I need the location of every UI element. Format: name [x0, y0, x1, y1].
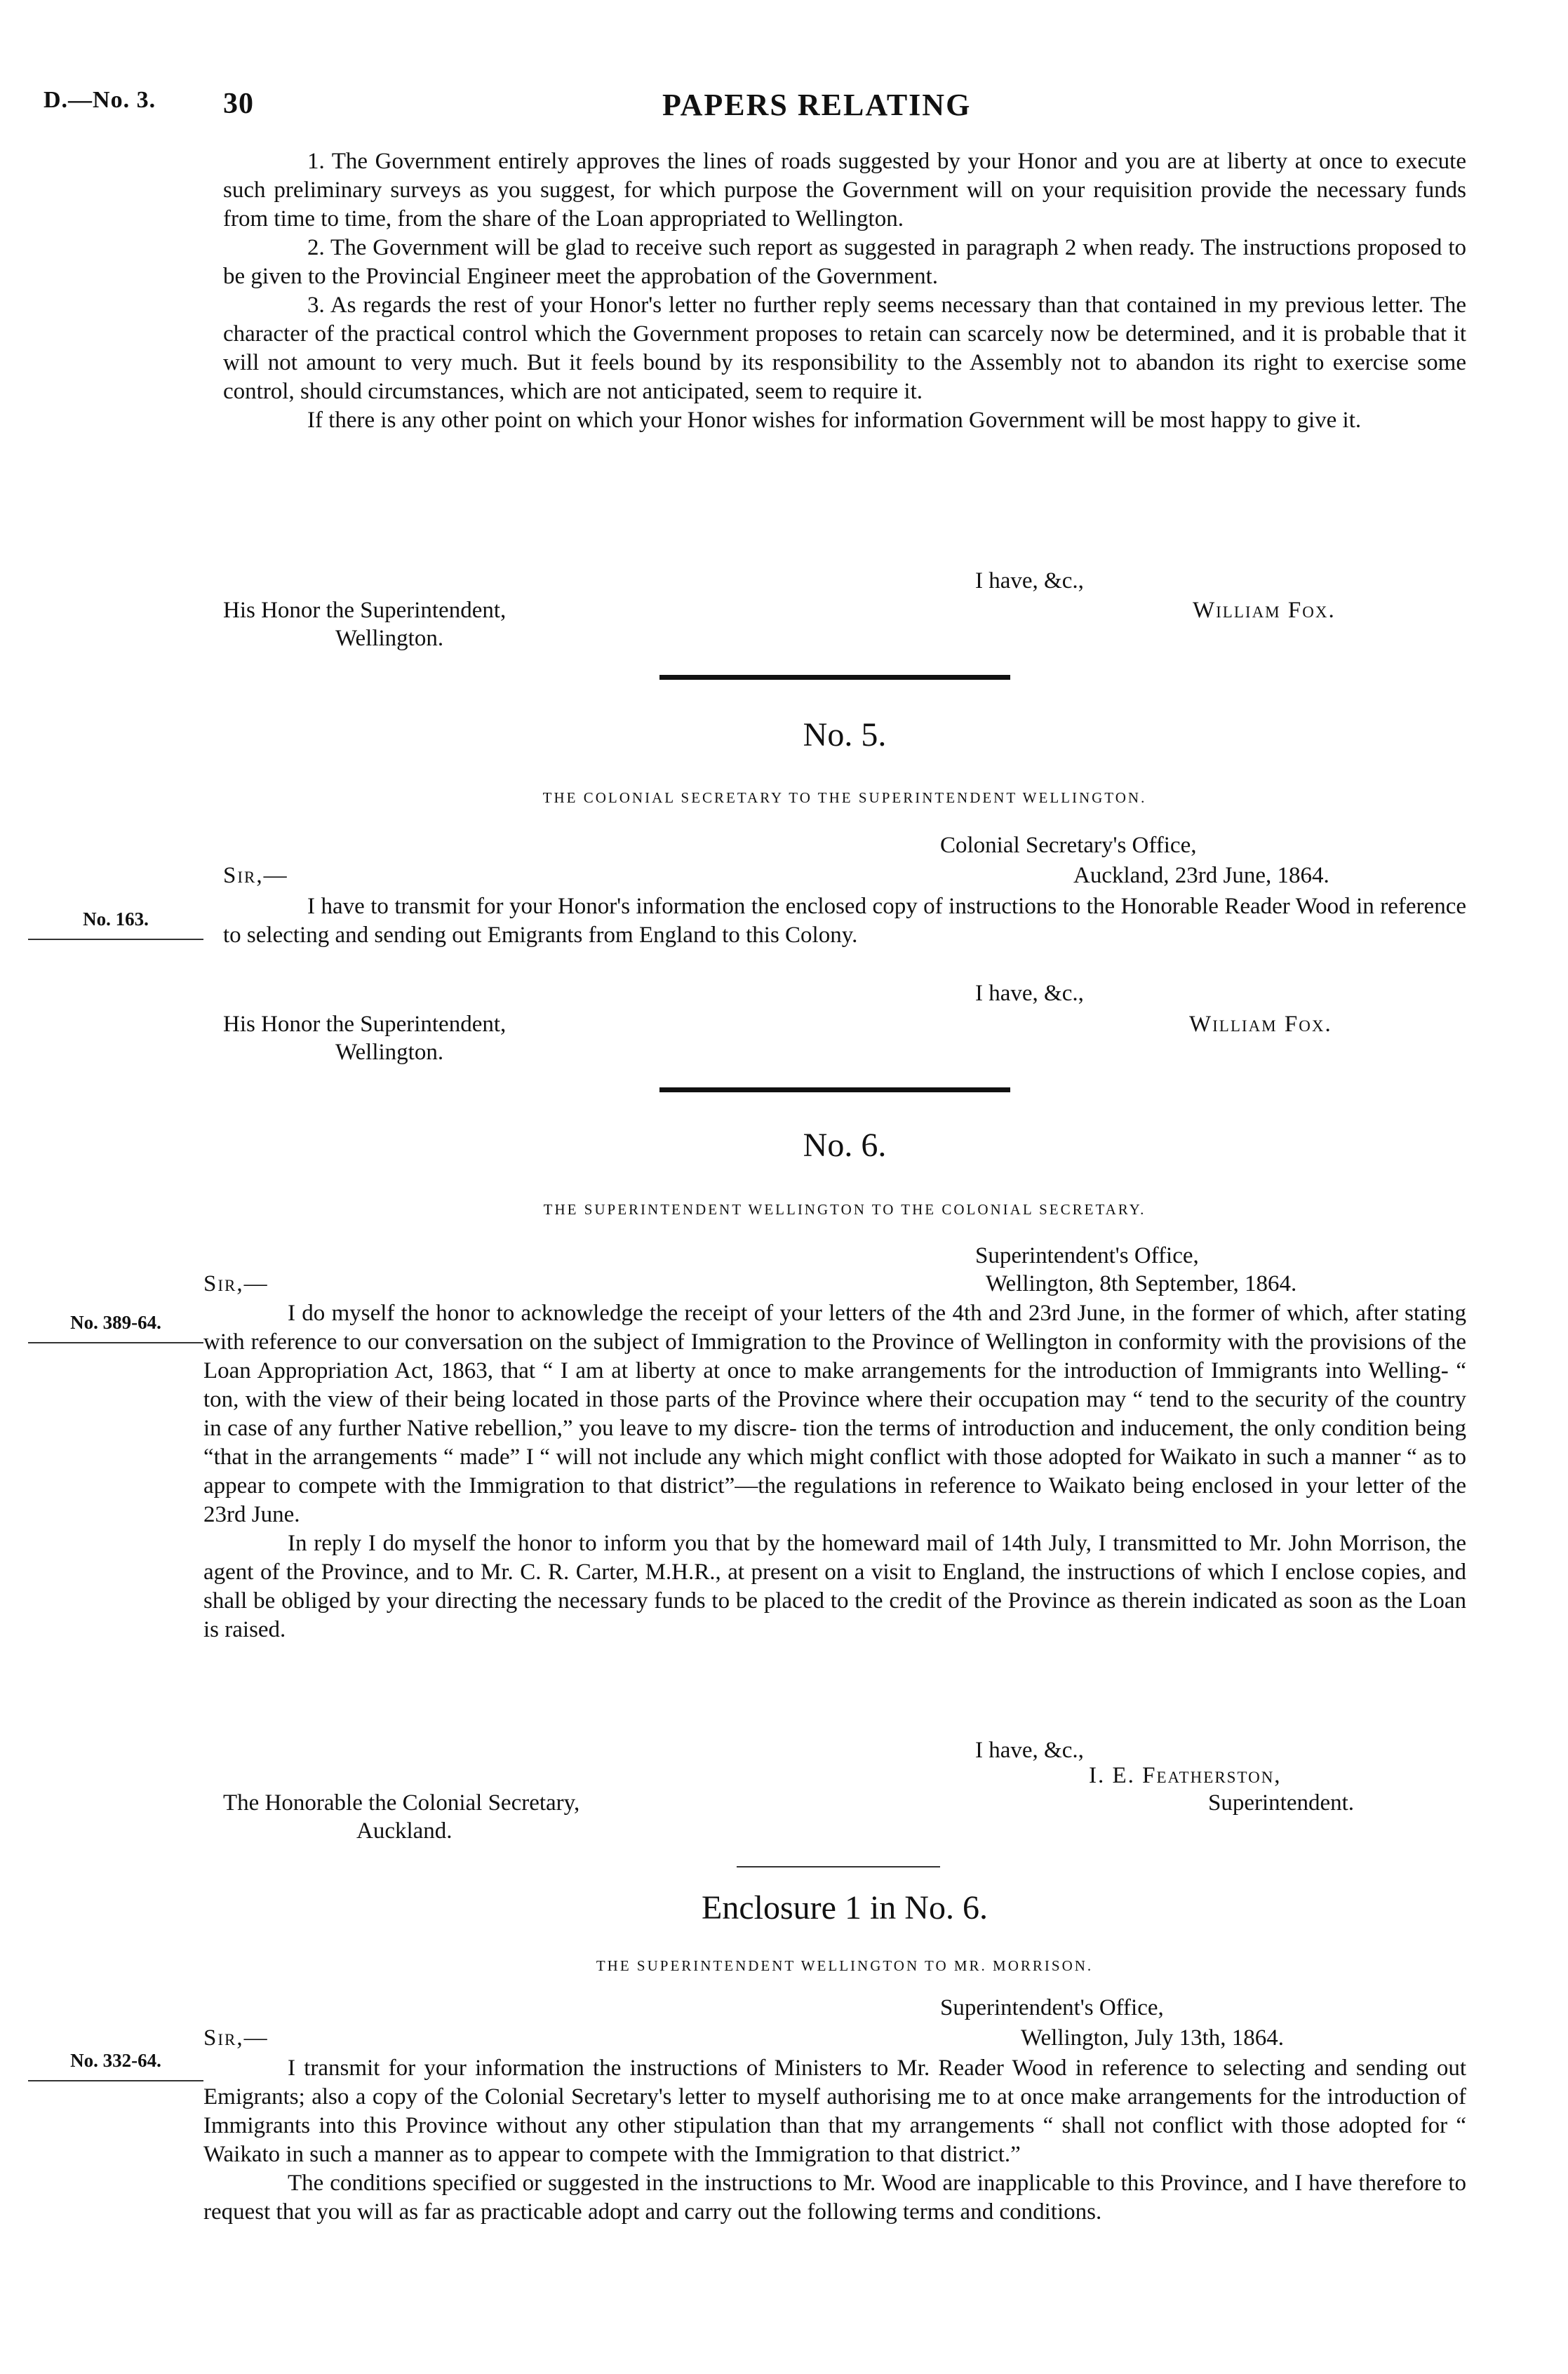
margin-rule — [28, 1342, 203, 1343]
section-divider — [659, 1087, 1010, 1092]
addressee: His Honor the Superintendent, — [223, 598, 507, 623]
letter-body — [203, 1299, 1466, 1644]
section-divider — [737, 1866, 940, 1867]
section-divider — [659, 675, 1010, 680]
margin-reference — [28, 1312, 203, 1343]
section-heading: No. 5. — [803, 716, 887, 753]
letter-date: Auckland, 23rd June, 1864. — [1073, 863, 1329, 888]
addressee-place: Wellington. — [335, 1040, 444, 1065]
paragraph: 3. As regards the rest of your Honor's letter no further reply seems necessary than that contained in my previous letter. The character of the practical control which the Government proposes to retain can scarcely now be determined, and it is probable that it will not amount to very much. But it feels bound by its responsibility to the Assembly not to abandon its right to exercise some control, should circumstances, which are not anticipated, seem to require it. — [223, 293, 1466, 404]
document-reference: D.—No. 3. — [43, 87, 156, 113]
closing: I have, &c., — [975, 568, 1084, 594]
sender-office: Colonial Secretary's Office, — [940, 833, 1197, 858]
sender-office: Superintendent's Office, — [940, 1995, 1164, 2020]
addressee: His Honor the Superintendent, — [223, 1012, 507, 1037]
salutation: Sir,— — [223, 863, 288, 888]
paragraph: 1. The Government entirely approves the lines of roads suggested by your Honor and you are at liberty at once to execute such preliminary surveys as you suggest, for which purpose the Government will on your requisition provide the necessary funds from time to time, from the share of the Loan appropriated to Wellington. — [223, 149, 1466, 232]
letter-date: Wellington, 8th September, 1864. — [986, 1271, 1297, 1296]
signature: William Fox. — [1189, 1012, 1332, 1037]
page-title: PAPERS RELATING — [662, 88, 972, 122]
margin-reference-text: No. 332-64. — [70, 2050, 161, 2071]
paragraph: 2. The Government will be glad to receive such report as suggested in paragraph 2 when ready. The instructions proposed to be given to the Provincial Engineer meet the approbation of the Government. — [223, 235, 1466, 289]
signature: I. E. Featherston, — [1089, 1763, 1282, 1788]
margin-reference — [28, 908, 203, 940]
addressee-place: Auckland. — [356, 1818, 453, 1844]
section-heading: No. 6. — [803, 1127, 887, 1164]
addressee-place: Wellington. — [335, 626, 444, 651]
section-subheading: THE COLONIAL SECRETARY TO THE SUPERINTENDENT WELLINGTON. — [542, 789, 1147, 806]
signature: William Fox. — [1193, 598, 1336, 623]
closing: I have, &c., — [975, 1738, 1084, 1763]
margin-rule — [28, 2080, 203, 2081]
paragraph: I do myself the honor to acknowledge the receipt of your letters of the 4th and 23rd June, in the former of which, after stating with reference to our conversation on the subject of Immigration to the Province of Wellington in conformity with the provisions of the Loan Appropriation Act, 1863, that “ I am at liberty at once to make arrangements for the introduction of Immigrants into Welling- “ ton, with the view of their being located in those parts of the Province where their occupation may “ tend to the security of the country in case of any further Native rebellion,” you leave to my discre- tion the terms of introduction and inducement, the only condition being “that in the arrangements “ made” I “ will not include any which might conflict with those adopted for Waikato in such a manner “ as to appear to compete with the Immigration to that district”—the regulations in reference to Waikato being enclosed in your letter of the 23rd June. — [203, 1301, 1466, 1527]
paragraph: I transmit for your information the instructions of Ministers to Mr. Reader Wood in reference to selecting and sending out Emigrants; also a copy of the Colonial Secretary's letter to myself authorising me to at once make arrangements for the introduction of Immigrants into this Province without any other stipulation than that my arrangements “ shall not conflict with those adopted for “ Waikato in such a manner as to appear to compete with the Immigration to that district.” — [203, 2056, 1466, 2167]
margin-reference-text: No. 163. — [83, 908, 149, 930]
addressee: The Honorable the Colonial Secretary, — [223, 1790, 580, 1816]
salutation: Sir,— — [203, 1271, 269, 1296]
letter-body — [203, 2054, 1466, 2227]
closing: I have, &c., — [975, 981, 1084, 1006]
paragraph: The conditions specified or suggested in the instructions to Mr. Wood are inapplicable to this Province, and I have therefore to request that you will as far as practicable adopt and carry out the following terms and conditions. — [203, 2171, 1466, 2225]
margin-reference — [28, 2050, 203, 2081]
sender-office: Superintendent's Office, — [975, 1243, 1199, 1268]
section-heading: Enclosure 1 in No. 6. — [702, 1889, 988, 1926]
paragraph: In reply I do myself the honor to inform you that by the homeward mail of 14th July, I transmitted to Mr. John Morrison, the agent of the Province, and to Mr. C. R. Carter, M.H.R., at present on a visit to England, the instructions of which I enclose copies, and shall be obliged by your directing the necessary funds to be placed to the credit of the Province as therein indicated as soon as the Loan is raised. — [203, 1531, 1466, 1642]
section-subheading: THE SUPERINTENDENT WELLINGTON TO MR. MORRISON. — [596, 1957, 1094, 1974]
section-subheading: THE SUPERINTENDENT WELLINGTON TO THE COLONIAL SECRETARY. — [543, 1201, 1146, 1218]
margin-reference-text: No. 389-64. — [70, 1312, 161, 1333]
signature-title: Superintendent. — [1208, 1790, 1355, 1816]
salutation: Sir,— — [203, 2025, 269, 2051]
letter-date: Wellington, July 13th, 1864. — [1021, 2025, 1285, 2051]
letter4-body — [223, 147, 1466, 435]
page-number: 30 — [223, 88, 254, 120]
paragraph: If there is any other point on which your Honor wishes for information Government will be most happy to give it. — [307, 408, 1362, 433]
letter-body: I have to transmit for your Honor's information the enclosed copy of instructions to the Honorable Reader Wood in reference to selecting and sending out Emigrants from England to this Colony. — [223, 894, 1466, 948]
margin-rule — [28, 939, 203, 940]
